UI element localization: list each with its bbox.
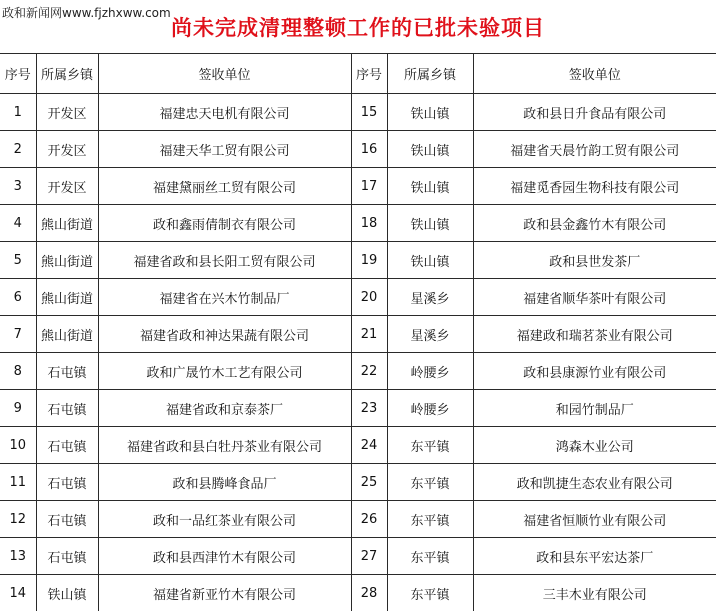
table-row	[0, 575, 716, 612]
cell-town-left: 熊山街道	[36, 279, 98, 316]
cell-unit-right: 政和县康源竹业有限公司	[473, 353, 716, 390]
cell-index-right: 17	[351, 168, 387, 205]
cell-index-left: 11	[0, 464, 36, 501]
table-row	[0, 464, 716, 501]
cell-town-right: 铁山镇	[387, 242, 473, 279]
cell-town-right: 星溪乡	[387, 279, 473, 316]
table-row	[0, 131, 716, 168]
table-row	[0, 316, 716, 353]
cell-index-left: 3	[0, 168, 36, 205]
cell-unit-right: 三丰木业有限公司	[473, 575, 716, 612]
cell-index-right: 23	[351, 390, 387, 427]
cell-unit-right: 福建政和瑞茗茶业有限公司	[473, 316, 716, 353]
table-row	[0, 353, 716, 390]
cell-index-right: 28	[351, 575, 387, 612]
cell-unit-left: 福建省新亚竹木有限公司	[98, 575, 351, 612]
cell-town-right: 岭腰乡	[387, 390, 473, 427]
cell-index-right: 26	[351, 501, 387, 538]
cell-index-left: 4	[0, 205, 36, 242]
cell-town-right: 铁山镇	[387, 205, 473, 242]
table-row	[0, 279, 716, 316]
header-town-left: 所属乡镇	[36, 54, 98, 94]
cell-unit-right: 政和县世发茶厂	[473, 242, 716, 279]
cell-index-right: 15	[351, 94, 387, 131]
cell-town-left: 石屯镇	[36, 501, 98, 538]
cell-town-left: 熊山街道	[36, 205, 98, 242]
cell-town-left: 熊山街道	[36, 242, 98, 279]
cell-town-right: 东平镇	[387, 427, 473, 464]
cell-index-left: 5	[0, 242, 36, 279]
cell-index-right: 24	[351, 427, 387, 464]
cell-index-left: 6	[0, 279, 36, 316]
cell-unit-left: 政和县西津竹木有限公司	[98, 538, 351, 575]
cell-unit-left: 政和县腾峰食品厂	[98, 464, 351, 501]
cell-index-left: 13	[0, 538, 36, 575]
cell-town-right: 东平镇	[387, 464, 473, 501]
table-row	[0, 538, 716, 575]
table-row	[0, 501, 716, 538]
table-row	[0, 242, 716, 279]
cell-unit-right: 政和凯捷生态农业有限公司	[473, 464, 716, 501]
cell-index-right: 19	[351, 242, 387, 279]
cell-town-left: 开发区	[36, 168, 98, 205]
cell-unit-left: 福建省在兴木竹制品厂	[98, 279, 351, 316]
cell-unit-left: 政和一品红茶业有限公司	[98, 501, 351, 538]
header-index-left: 序号	[0, 54, 36, 94]
cell-index-left: 8	[0, 353, 36, 390]
cell-index-left: 14	[0, 575, 36, 612]
cell-town-left: 石屯镇	[36, 427, 98, 464]
cell-town-right: 东平镇	[387, 575, 473, 612]
site-watermark: 政和新闻网www.fjzhxww.com	[2, 6, 171, 20]
cell-town-right: 铁山镇	[387, 168, 473, 205]
table-row	[0, 168, 716, 205]
cell-town-right: 东平镇	[387, 501, 473, 538]
cell-unit-left: 福建黛丽丝工贸有限公司	[98, 168, 351, 205]
cell-town-right: 东平镇	[387, 538, 473, 575]
cell-unit-right: 政和县日升食品有限公司	[473, 94, 716, 131]
cell-town-left: 熊山街道	[36, 316, 98, 353]
cell-town-right: 星溪乡	[387, 316, 473, 353]
cell-town-left: 石屯镇	[36, 390, 98, 427]
cell-town-right: 铁山镇	[387, 94, 473, 131]
cell-unit-right: 政和县东平宏达茶厂	[473, 538, 716, 575]
cell-index-left: 10	[0, 427, 36, 464]
header-unit-left: 签收单位	[98, 54, 351, 94]
cell-index-right: 20	[351, 279, 387, 316]
cell-unit-right: 政和县金鑫竹木有限公司	[473, 205, 716, 242]
cell-unit-right: 福建省天晨竹韵工贸有限公司	[473, 131, 716, 168]
page-title: 尚未完成清理整顿工作的已批未验项目	[171, 16, 545, 40]
cell-index-right: 22	[351, 353, 387, 390]
cell-unit-right: 福建省恒顺竹业有限公司	[473, 501, 716, 538]
cell-unit-right: 和园竹制品厂	[473, 390, 716, 427]
cell-unit-left: 福建省政和县白牡丹茶业有限公司	[98, 427, 351, 464]
cell-index-left: 9	[0, 390, 36, 427]
cell-unit-left: 福建省政和县长阳工贸有限公司	[98, 242, 351, 279]
cell-unit-left: 福建忠天电机有限公司	[98, 94, 351, 131]
cell-index-left: 1	[0, 94, 36, 131]
header-index-right: 序号	[351, 54, 387, 94]
table-row	[0, 205, 716, 242]
cell-town-left: 开发区	[36, 131, 98, 168]
table-row	[0, 390, 716, 427]
header-town-right: 所属乡镇	[387, 54, 473, 94]
table-row	[0, 427, 716, 464]
cell-town-left: 石屯镇	[36, 538, 98, 575]
cell-town-left: 铁山镇	[36, 575, 98, 612]
cell-unit-right: 福建省顺华茶叶有限公司	[473, 279, 716, 316]
cell-index-right: 21	[351, 316, 387, 353]
cell-town-left: 石屯镇	[36, 353, 98, 390]
cell-index-left: 2	[0, 131, 36, 168]
cell-town-right: 铁山镇	[387, 131, 473, 168]
cell-index-left: 7	[0, 316, 36, 353]
cell-unit-left: 福建天华工贸有限公司	[98, 131, 351, 168]
cell-index-right: 25	[351, 464, 387, 501]
cell-town-left: 开发区	[36, 94, 98, 131]
cell-unit-right: 鸿森木业公司	[473, 427, 716, 464]
table-row	[0, 94, 716, 131]
header-unit-right: 签收单位	[473, 54, 716, 94]
cell-unit-left: 政和广晟竹木工艺有限公司	[98, 353, 351, 390]
cell-index-right: 27	[351, 538, 387, 575]
project-table	[0, 53, 716, 611]
cell-unit-left: 政和鑫雨倩制衣有限公司	[98, 205, 351, 242]
cell-town-right: 岭腰乡	[387, 353, 473, 390]
cell-unit-left: 福建省政和京泰茶厂	[98, 390, 351, 427]
cell-unit-left: 福建省政和神达果蔬有限公司	[98, 316, 351, 353]
cell-unit-right: 福建觅香园生物科技有限公司	[473, 168, 716, 205]
table-header-row	[0, 54, 716, 94]
cell-town-left: 石屯镇	[36, 464, 98, 501]
cell-index-right: 18	[351, 205, 387, 242]
cell-index-right: 16	[351, 131, 387, 168]
cell-index-left: 12	[0, 501, 36, 538]
